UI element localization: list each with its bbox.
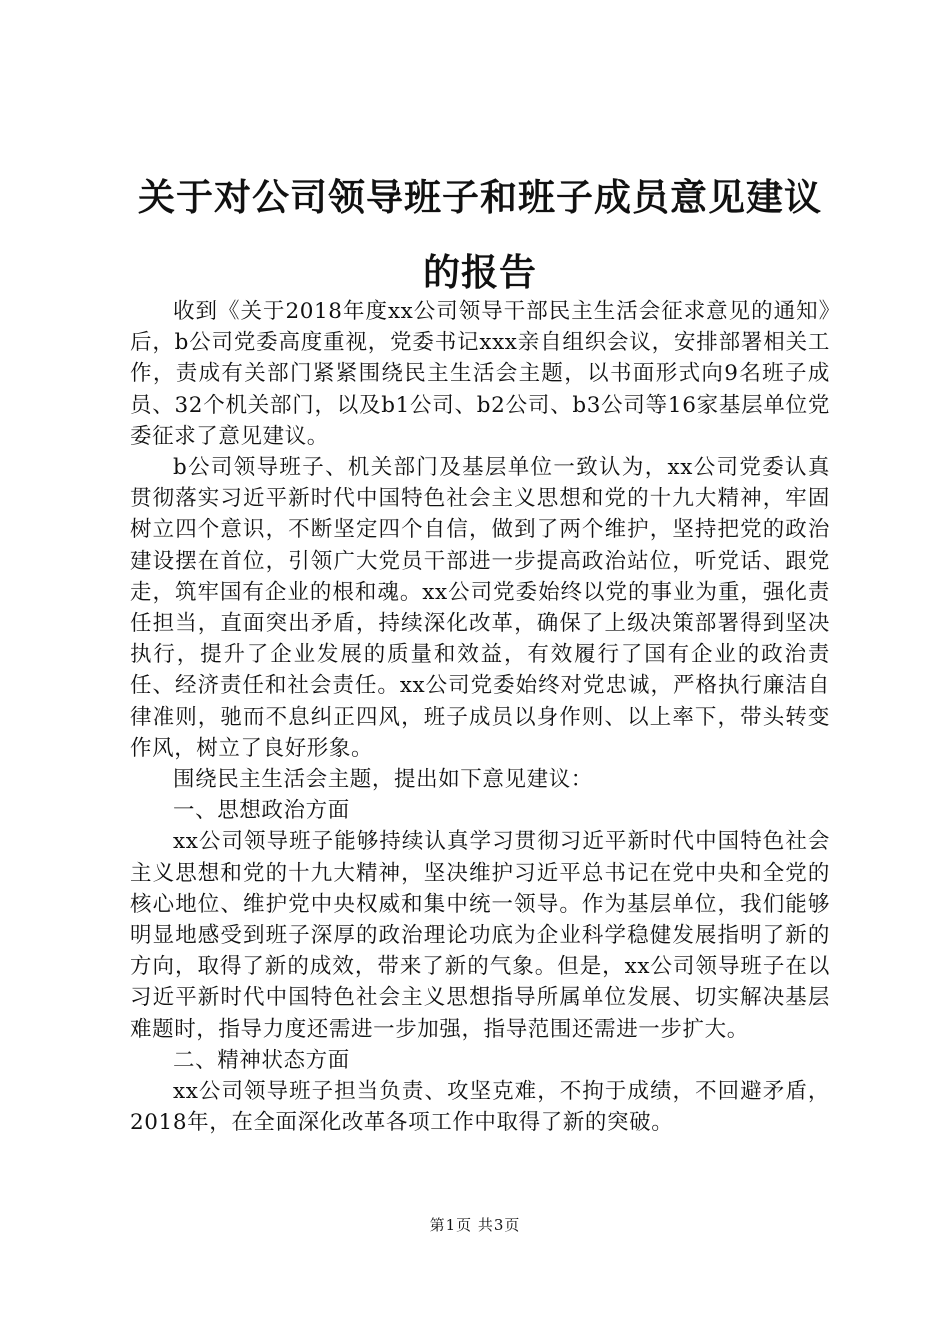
paragraph-spirit: xx公司领导班子担当负责、攻坚克难，不拘于成绩，不回避矛盾，2018年，在全面深化改革各项工作中取得了新的突破。 (130, 1079, 830, 1136)
page-number-footer: 第1页 共3页 (429, 1216, 521, 1234)
section-heading-ideology: 一、思想政治方面 (173, 798, 350, 824)
paragraph-suggestions-lead: 围绕民主生活会主题，提出如下意见建议： (173, 767, 593, 793)
paragraph-ideology: xx公司领导班子能够持续认真学习贯彻习近平新时代中国特色社会主义思想和党的十九大精神，坚决维护习近平总书记在党中央和全党的核心地位、维护党中央权威和集中统一领导。作为基层单位，我们能够明显地感受到班子深厚的政治理论功底为企业科学稳健发展指明了新的方向，取得了新的成效，带来了新的气象。但是，xx公司领导班子在以习近平新时代中国特色社会主义思想指导所属单位发展、切实解决基层难题时，指导力度还需进一步加强，指导范围还需进一步扩大。 (130, 829, 830, 1042)
paragraph-assessment: b公司领导班子、机关部门及基层单位一致认为，xx公司党委认真贯彻落实习近平新时代中国特色社会主义思想和党的十九大精神，牢固树立四个意识，不断坚定四个自信，做到了两个维护，坚持把党的政治建设摆在首位，引领广大党员干部进一步提高政治站位，听党话、跟党走，筑牢国有企业的根和魂。xx公司党委始终以党的事业为重，强化责任担当，直面突出矛盾，持续深化改革，确保了上级决策部署得到坚决执行，提升了企业发展的质量和效益，有效履行了国有企业的政治责任、经济责任和社会责任。xx公司党委始终对党忠诚，严格执行廉洁自律准则，驰而不息纠正四风，班子成员以身作则、以上率下，带头转变作风，树立了良好形象。 (130, 455, 830, 761)
document-title: 关于对公司领导班子和班子成员意见建议的报告 (138, 175, 822, 294)
paragraph-intro: 收到《关于2018年度xx公司领导干部民主生活会征求意见的通知》后，b公司党委高度重视，党委书记xxx亲自组织会议，安排部署相关工作，责成有关部门紧紧围绕民主生活会主题，以书面形式向9名班子成员、32个机关部门，以及b1公司、b2公司、b3公司等16家基层单位党委征求了意见建议。 (130, 299, 830, 449)
document-body (130, 296, 830, 1138)
section-heading-spirit: 二、精神状态方面 (173, 1047, 350, 1073)
